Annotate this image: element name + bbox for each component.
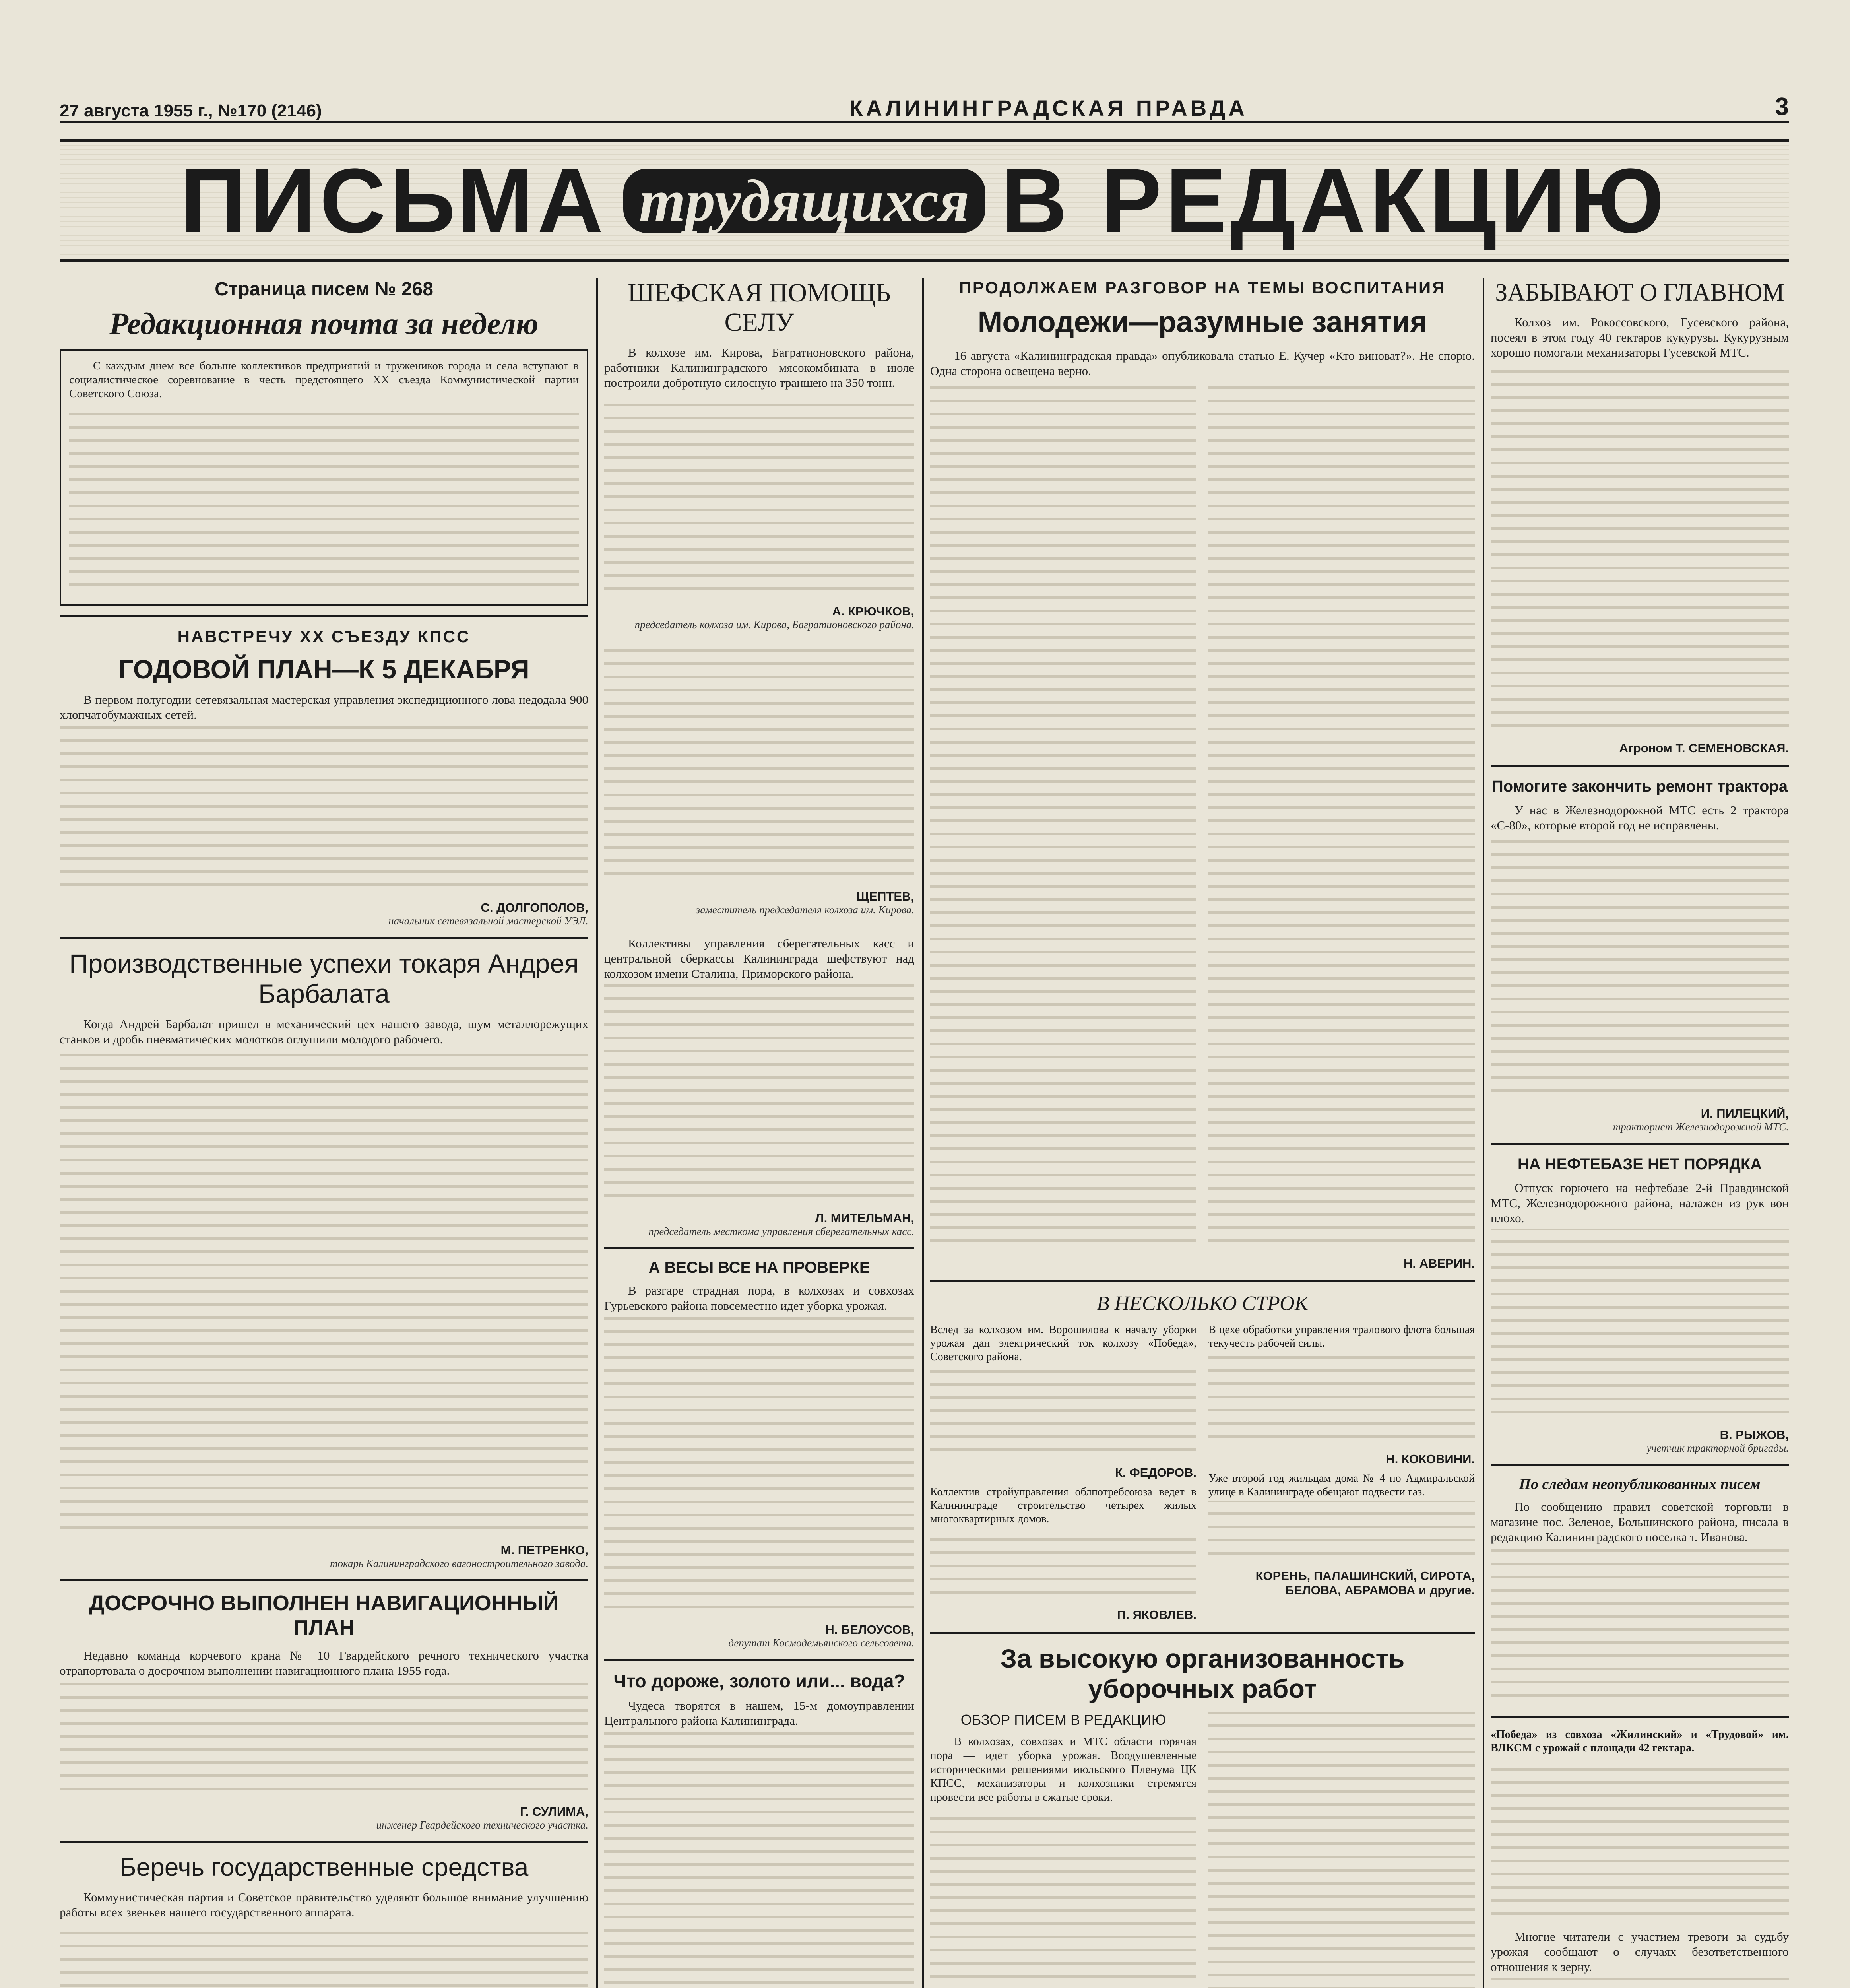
article-title: НА НЕФТЕБАЗЕ НЕТ ПОРЯДКА bbox=[1517, 1155, 1762, 1173]
article-signature: В. РЫЖОВ, bbox=[1720, 1428, 1789, 1442]
article-signature-role: депутат Космодемьянского сельсовета. bbox=[728, 1637, 914, 1649]
brief-signature: П. ЯКОВЛЕВ. bbox=[1117, 1608, 1196, 1622]
brief-signature: КОРЕНЬ, ПАЛАШИНСКИЙ, СИРОТА, БЕЛОВА, АБРАМОВА и другие. bbox=[1255, 1569, 1475, 1597]
mail-title: Редакционная почта за неделю bbox=[109, 306, 539, 341]
column-divider bbox=[596, 278, 598, 1988]
brief-signature: К. ФЕДОРОВ. bbox=[1115, 1466, 1196, 1479]
article-signature-role: инженер Гвардейского технического участка. bbox=[376, 1819, 588, 1831]
article-text-block bbox=[604, 639, 914, 885]
article-title: А ВЕСЫ ВСЕ НА ПРОВЕРКЕ bbox=[648, 1259, 870, 1276]
article-text: Чудеса творятся в нашем, 15-м домоуправлении Центрального района Калининграда. bbox=[604, 1699, 914, 1728]
article-text-block bbox=[1491, 1758, 1789, 1925]
article-signature-role: учетчик тракторной бригады. bbox=[1646, 1442, 1789, 1454]
section-rule bbox=[60, 615, 588, 617]
article-text: В колхозах, совхозах и МТС области горячая пора — идет уборка урожая. Воодушевленные историческими решениями июльского Пленума ЦК КПСС, механизаторы и колхозники стремятся провести все работы в сжатые сроки. bbox=[930, 1735, 1196, 1804]
article-text: В разгаре страдная пора, в колхозах и совхозах Гурьевского района повсеместно идет уборка урожая. bbox=[604, 1283, 914, 1312]
article-text-block bbox=[60, 1050, 588, 1539]
article-title: ШЕФСКАЯ ПОМОЩЬ СЕЛУ bbox=[628, 278, 891, 337]
section-rule bbox=[60, 1579, 588, 1581]
article-text-block bbox=[930, 1528, 1196, 1604]
article-text: У нас в Железнодорожной МТС есть 2 трактора «С-80», которые второй год не исправлены. bbox=[1491, 803, 1789, 832]
section-rule bbox=[1491, 1464, 1789, 1466]
review-right bbox=[1208, 1712, 1475, 1988]
article-text-block bbox=[1491, 1229, 1789, 1424]
section-rule bbox=[1491, 1716, 1789, 1718]
article-text-block bbox=[604, 1732, 914, 1988]
issue-date: 27 августа 1955 г., №170 (2146) bbox=[60, 101, 322, 120]
article-text: Колхоз им. Рокоссовского, Гусевского района, посеял в этом году 40 гектаров кукурузы. Кукурузным хорошо помогали механизаторы Гусевской МТС. bbox=[1491, 315, 1789, 359]
article-title: ЗАБЫВАЮТ О ГЛАВНОМ bbox=[1495, 279, 1784, 306]
article-text-block bbox=[604, 1316, 914, 1619]
column-2 bbox=[604, 278, 914, 1988]
column-1 bbox=[60, 278, 588, 1988]
article-signature: Л. МИТЕЛЬМАН, bbox=[815, 1211, 914, 1225]
brief-item: Уже второй год жильцам дома № 4 по Адмиральской улице в Калининграде обещают подвести газ. bbox=[1208, 1472, 1475, 1498]
article-text-block bbox=[930, 1807, 1196, 1988]
section-rule bbox=[930, 1632, 1475, 1634]
section-rule bbox=[60, 1841, 588, 1843]
section-rule bbox=[60, 937, 588, 939]
banner-word-letters: ПИСЬМА bbox=[180, 149, 607, 252]
article-signature: С. ДОЛГОПОЛОВ, bbox=[481, 901, 588, 914]
article-text: Отпуск горючего на нефтебазе 2-й Правдинской МТС, Железнодорожного района, налажен из рук вон плохо. bbox=[1491, 1181, 1789, 1225]
article-signature-role: тракторист Железнодорожной МТС. bbox=[1613, 1121, 1789, 1133]
section-rule bbox=[604, 1659, 914, 1661]
article-signature-role: заместитель председателя колхоза им. Кирова. bbox=[696, 904, 914, 916]
section-rule bbox=[930, 1280, 1475, 1282]
column-3 bbox=[930, 278, 1475, 1988]
column-4 bbox=[1491, 278, 1789, 1988]
section-rule bbox=[604, 1247, 914, 1249]
article-title: Что дороже, золото или... вода? bbox=[613, 1671, 905, 1691]
article-text-block bbox=[1208, 1712, 1475, 1988]
article-text: Недавно команда корчевого крана № 10 Гвардейского речного технического участка отрапортовала о досрочном выполнении навигационного плана 1955 года. bbox=[60, 1648, 588, 1677]
article-signature: Н. БЕЛОУСОВ, bbox=[825, 1623, 914, 1637]
article-signature: И. ПИЛЕЦКИЙ, bbox=[1701, 1107, 1789, 1120]
article-title: Беречь государственные средства bbox=[119, 1853, 529, 1881]
briefs-title: В НЕСКОЛЬКО СТРОК bbox=[1096, 1292, 1309, 1315]
article-signature: М. ПЕТРЕНКО, bbox=[500, 1543, 588, 1557]
kicker-congress: НАВСТРЕЧУ XX СЪЕЗДУ КПСС bbox=[177, 627, 471, 646]
article-text-block bbox=[1208, 1353, 1475, 1448]
article-lead: «Победа» из совхоза «Жилинский» и «Трудовой» им. ВЛКСМ с урожай с площади 42 гектара. bbox=[1491, 1728, 1789, 1754]
article-text-block bbox=[1491, 1548, 1789, 1707]
article-columns bbox=[930, 382, 1475, 1252]
paper-name: КАЛИНИНГРАДСКАЯ ПРАВДА bbox=[849, 95, 1248, 120]
article-signature: А. КРЮЧКОВ, bbox=[832, 604, 914, 618]
banner-word-workers: трудящихся bbox=[623, 169, 985, 233]
article-text-block bbox=[1491, 1978, 1789, 1988]
article-text-block bbox=[604, 984, 914, 1207]
article-title: За высокую организованность уборочных работ bbox=[1000, 1644, 1405, 1703]
article-text-block bbox=[604, 394, 914, 600]
brief-item: В цехе обработки управления тралового флота большая текучесть рабочей силы. bbox=[1208, 1324, 1475, 1349]
column-divider bbox=[1483, 278, 1484, 1988]
running-header bbox=[60, 91, 1789, 123]
section-rule bbox=[1491, 1143, 1789, 1145]
section-rule bbox=[1491, 765, 1789, 767]
article-text: Когда Андрей Барбалат пришел в механический цех нашего завода, шум металлорежущих станков и дробь пневматических молотков оглушили молодого рабочего. bbox=[60, 1017, 588, 1046]
article-text-block bbox=[930, 382, 1196, 1252]
article-text: В колхозе им. Кирова, Багратионовского района, работники Калининградского мясокомбината в июле построили добротную силосную траншею на 350 тонн. bbox=[604, 346, 914, 390]
article-text: Коммунистическая партия и Советское правительство уделяют большое внимание улучшению работы всех звеньев нашего государственного аппарата. bbox=[60, 1890, 588, 1919]
article-title: ГОДОВОЙ ПЛАН—К 5 ДЕКАБРЯ bbox=[118, 654, 529, 684]
article-signature-role: токарь Калининградского вагоностроительного завода. bbox=[330, 1557, 588, 1569]
briefs-left bbox=[930, 1323, 1196, 1622]
mail-intro: С каждым днем все больше коллективов предприятий и тружеников города и села вступают в социалистическое соревнование в честь предстоящего XX съезда Коммунистической партии Советского Союза. bbox=[69, 359, 579, 400]
article-title: Помогите закончить ремонт трактора bbox=[1491, 778, 1788, 795]
article-text-block bbox=[60, 1923, 588, 1988]
followup-title: По следам неопубликованных писем bbox=[1519, 1476, 1761, 1493]
article-signature: Г. СУЛИМА, bbox=[520, 1805, 588, 1819]
article-text-block bbox=[60, 1681, 588, 1801]
article-title: Молодежи—разумные занятия bbox=[977, 305, 1427, 338]
article-text: По сообщению правил советской торговли в магазине пос. Зеленое, Большинского района, писала в редакцию Калининградского поселка т. Иванова. bbox=[1491, 1500, 1789, 1544]
kicker-upbringing: ПРОДОЛЖАЕМ РАЗГОВОР НА ТЕМЫ ВОСПИТАНИЯ bbox=[959, 278, 1446, 297]
article-text: В первом полугодии сетевязальная мастерская управления экспедиционного лова недодала 900 хлопчатобумажных сетей. bbox=[60, 693, 588, 722]
briefs-right bbox=[1208, 1323, 1475, 1622]
article-title: ДОСРОЧНО ВЫПОЛНЕН НАВИГАЦИОННЫЙ ПЛАН bbox=[89, 1591, 559, 1640]
brief-item: Вслед за колхозом им. Ворошилова к началу уборки урожая дан электрический ток колхозу «Победа», Советского района. bbox=[930, 1324, 1196, 1363]
article-text: Многие читатели с участием тревоги за судьбу урожая сообщают о случаях безответственного отношения к зерну. bbox=[1491, 1930, 1789, 1974]
banner-word-editorial: В РЕДАКЦИЮ bbox=[1001, 149, 1668, 252]
column-divider bbox=[922, 278, 924, 1988]
brief-item: Коллектив стройуправления облпотребсоюза ведет в Калининграде строительство четырех жилых многоквартирных домов. bbox=[930, 1486, 1196, 1525]
article-text-block bbox=[1208, 382, 1475, 1252]
review-label: ОБЗОР ПИСЕМ В РЕДАКЦИЮ bbox=[960, 1712, 1166, 1728]
section-banner bbox=[60, 139, 1789, 262]
mail-summary-box bbox=[60, 349, 588, 606]
page-label: Страница писем № 268 bbox=[215, 279, 433, 300]
review-left bbox=[930, 1712, 1196, 1988]
article-text-block bbox=[60, 726, 588, 897]
article-text-block bbox=[1491, 363, 1789, 737]
article-text-block bbox=[1208, 1501, 1475, 1565]
article-text-block bbox=[1491, 836, 1789, 1103]
article-signature: Н. АВЕРИН. bbox=[1403, 1256, 1475, 1270]
article-text: 16 августа «Калининградская правда» опубликовала статью Е. Кучер «Кто виноват?». Не спорю. Одна сторона освещена верно. bbox=[930, 349, 1475, 378]
article-signature-role: председатель колхоза им. Кирова, Багратионовского района. bbox=[634, 619, 914, 631]
article-signature: Агроном Т. СЕМЕНОВСКАЯ. bbox=[1619, 741, 1789, 755]
article-title: Производственные успехи токаря Андрея Барбалата bbox=[69, 949, 579, 1008]
article-signature: ЩЕПТЕВ, bbox=[856, 889, 914, 903]
article-text: Коллективы управления сберегательных касс и центральной сберкассы Калининграда шефствуют над колхозом имени Сталина, Приморского района. bbox=[604, 936, 914, 980]
article-signature-role: начальник сетевязальной мастерской УЭЛ. bbox=[388, 915, 588, 927]
review-block bbox=[930, 1712, 1475, 1988]
article-signature-role: председатель месткома управления сберегательных касс. bbox=[648, 1225, 914, 1237]
brief-signature: Н. КОКОВИНИ. bbox=[1386, 1452, 1475, 1466]
briefs-block bbox=[930, 1323, 1475, 1622]
page-number: 3 bbox=[1775, 93, 1789, 120]
article-text-block bbox=[930, 1366, 1196, 1462]
article-text-block bbox=[69, 406, 579, 596]
